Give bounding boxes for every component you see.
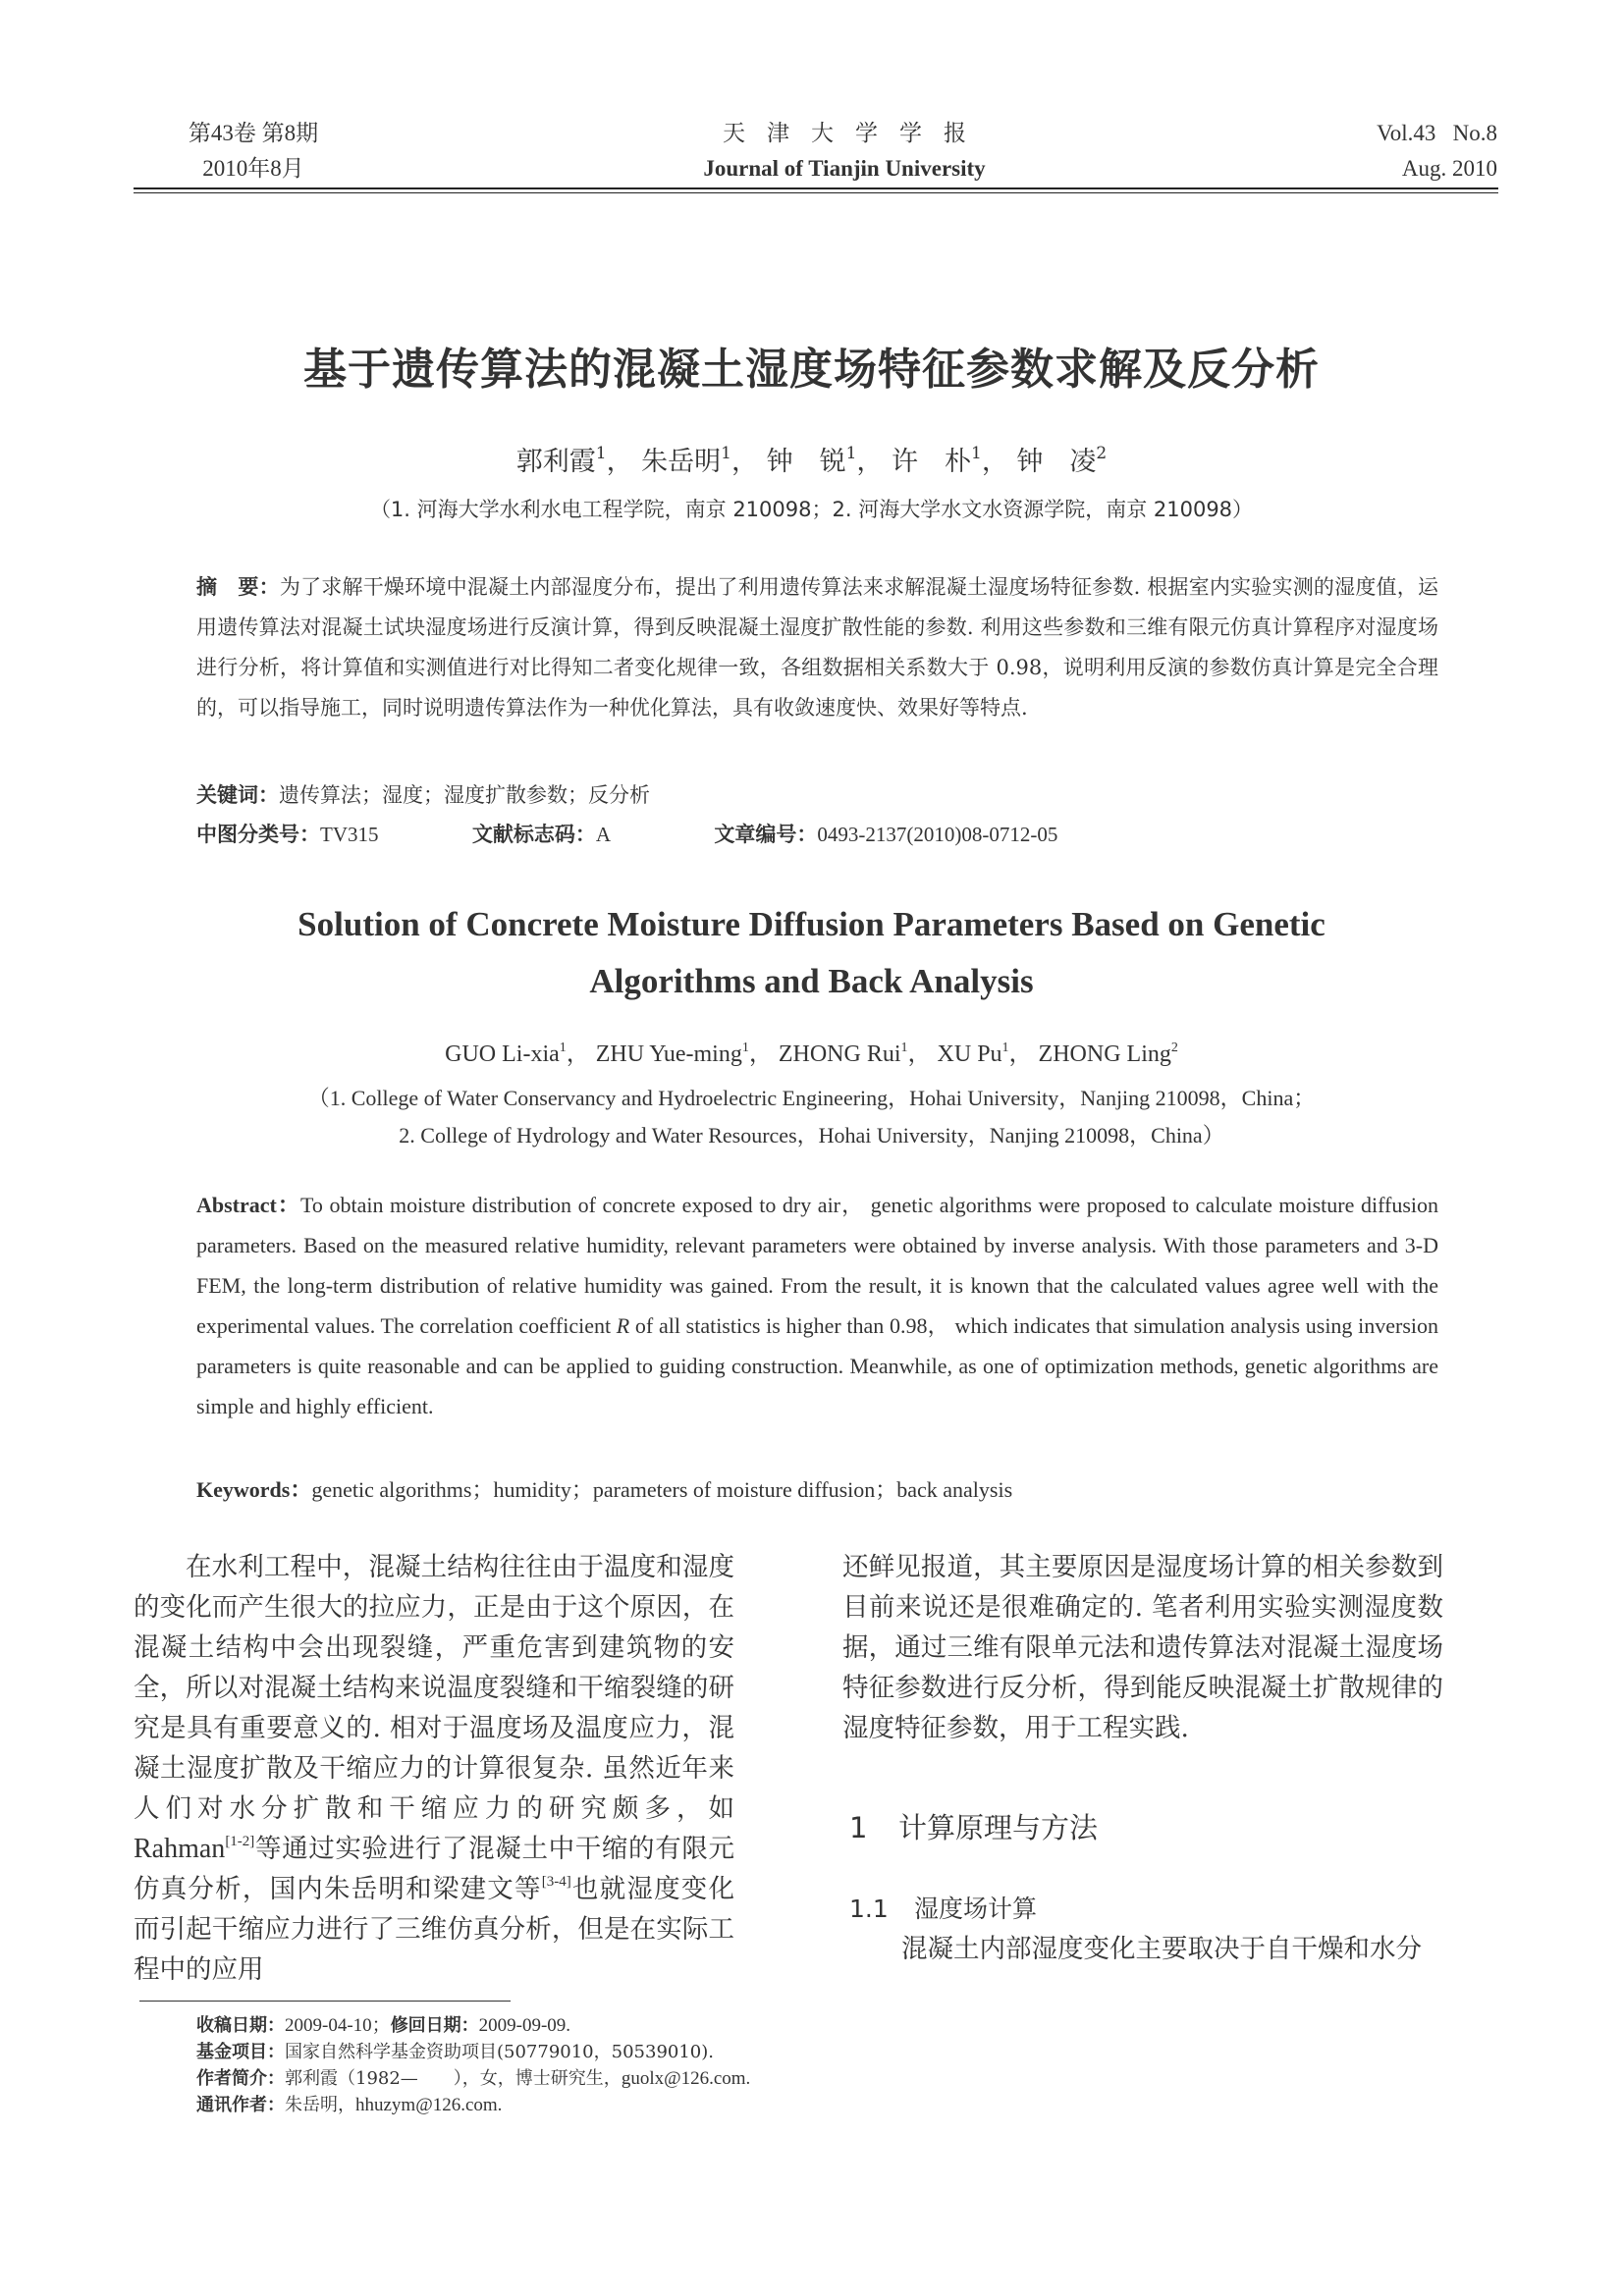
keywords-en	[196, 1473, 1012, 1504]
abstract-en	[196, 1185, 1438, 1426]
header-journal-cn: 天津大学学报	[723, 121, 988, 145]
keywords-en-text: genetic algorithms；humidity；parameters of moisture diffusion；back analysis	[311, 1477, 1013, 1502]
paper-title-cn: 基于遗传算法的混凝土湿度场特征参数求解及反分析	[303, 345, 1320, 395]
section-heading-1	[849, 1806, 1098, 1846]
author-separator: ，	[981, 447, 1008, 477]
abstract-en-text-2: of all statistics is higher than 0.98， which indicates that simulation analysis using inversion parameters is quite reasonable and can be applied to guiding construction. Meanwhile, as one of optimization methods, genetic algorithms are simple and highly efficient.	[196, 1313, 1439, 1418]
revised-date: 2009-09-09.	[478, 2015, 571, 2036]
keywords-cn-text: 遗传算法；湿度；湿度扩散参数；反分析	[279, 783, 650, 807]
footnote-bio	[196, 2065, 750, 2092]
author-name: ZHU Yue-ming	[595, 1041, 742, 1067]
author-name: 钟 凌	[1016, 447, 1097, 477]
author-list-en	[0, 1034, 1623, 1068]
revised-label: 修回日期：	[390, 2015, 479, 2036]
abstract-cn-label: 摘 要：	[196, 575, 280, 599]
clc-value: TV315	[320, 823, 379, 846]
affiliations-en	[0, 1080, 1623, 1154]
footnote-fund	[196, 2039, 750, 2065]
abstract-cn	[196, 567, 1438, 728]
keywords-cn-label: 关键词：	[196, 783, 279, 807]
author-affil-mark: 1	[1001, 1041, 1009, 1055]
abstract-en-text-1: To obtain moisture distribution of concrete exposed to dry air， genetic algorithms were proposed to calculate moisture diffusion parameters. Based on the measured relative humidity, relevant parameters were obtained by inverse analysis. With those parameters and 3-D FEM, the long-term distribution of relative humidity was gained. From the result, it is known that the calculated values agree well with the experimental values. The correlation coefficient	[196, 1193, 1438, 1338]
section-title: 计算原理与方法	[898, 1811, 1099, 1844]
author-separator: ，	[748, 1041, 773, 1067]
author-name: 朱岳明	[641, 447, 722, 477]
article-no-value: 0493-2137(2010)08-0712-05	[817, 823, 1058, 846]
footnote-dates	[196, 2012, 750, 2039]
abstract-en-italic: R	[616, 1313, 630, 1338]
author-name: 许 朴	[892, 447, 971, 477]
header-journal-en: Journal of Tianjin University	[703, 156, 986, 181]
abstract-en-label: Abstract：	[196, 1193, 301, 1217]
keywords-en-label: Keywords：	[196, 1477, 312, 1502]
header-date-cn: 2010年8月	[202, 156, 304, 181]
author-affil-mark: 1	[559, 1041, 567, 1055]
author-list-cn	[0, 440, 1623, 478]
author-name: 钟 锐	[766, 447, 846, 477]
body-paragraph: 还鲜见报道，其主要原因是湿度场计算的相关参数到目前来说还是很难确定的. 笔者利用实验实测湿度数据，通过三维有限单元法和遗传算法对混凝土湿度场特征参数进行反分析，得到能反映混凝土扩散规律的湿度特征参数，用于工程实践.	[842, 1552, 1443, 1743]
footnote-rule	[139, 2001, 511, 2002]
fund-text: 国家自然科学基金资助项目(50779010，50539010).	[285, 2042, 714, 2062]
header-date-en: Aug. 2010	[1401, 156, 1497, 181]
paper-title-en	[0, 896, 1623, 1010]
affiliations-cn: （1. 河海大学水利水电工程学院，南京 210098；2. 河海大学水文水资源学院，南京 210098）	[369, 498, 1254, 521]
author-affil-mark: 1	[900, 1041, 908, 1055]
body-text: 等通过实验进行了混凝土中干缩的有限元仿真分析，国内朱岳明和梁建文等	[134, 1834, 734, 1904]
keywords-cn	[196, 779, 650, 809]
author-name: 郭利霞	[515, 447, 596, 477]
body-text-latin: Rahman	[134, 1834, 226, 1864]
affiliation-en-line2: 2. College of Hydrology and Water Resources，Hohai University，Nanjing 210098，China）	[399, 1123, 1224, 1148]
header-rule-thick	[134, 187, 1498, 189]
header-volume-en-block	[1316, 116, 1497, 187]
corresponding-email-link[interactable]: hhuzym@126.com.	[355, 2095, 503, 2115]
body-text: 也就湿度变化而引起干缩应力进行了三维仿真分析，但是在实际工程中的应用	[134, 1874, 735, 1985]
footnote-corresponding	[196, 2092, 750, 2118]
bio-label: 作者简介：	[196, 2068, 285, 2089]
body-paragraph	[134, 1547, 734, 1990]
header-volume-issue	[155, 116, 352, 187]
author-name: ZHONG Ling	[1038, 1041, 1171, 1067]
section-heading-1-1	[849, 1890, 1037, 1925]
author-name: GUO Li-xia	[445, 1041, 560, 1067]
received-date: 2009-04-10；	[285, 2015, 391, 2036]
corresponding-label: 通讯作者：	[196, 2095, 285, 2115]
header-volume-cn: 第43卷 第8期	[188, 121, 319, 145]
author-affil-mark: 1	[845, 444, 857, 463]
author-separator: ，	[730, 447, 758, 477]
affiliation-en-line1: （1. College of Water Conservancy and Hydroelectric Engineering，Hohai University，Nanjing 210098，China；	[307, 1086, 1316, 1110]
author-affil-mark: 1	[741, 1041, 749, 1055]
author-affil-mark: 1	[595, 444, 607, 463]
author-affil-mark: 1	[721, 444, 731, 463]
received-label: 收稿日期：	[196, 2015, 285, 2036]
citation-ref[interactable]: [1-2]	[225, 1834, 255, 1849]
abstract-cn-text: 为了求解干燥环境中混凝土内部湿度分布，提出了利用遗传算法来求解混凝土湿度场特征参数. 根据室内实验实测的湿度值，运用遗传算法对混凝土试块湿度场进行反演计算，得到反映混凝土湿度扩散性能的参数. 利用这些参数和三维有限元仿真计算程序对湿度场进行分析，将计算值和实测值进行对比得知二者变化规律一致，各组数据相关系数大于 0.98，说明利用反演的参数仿真计算是完全合理的，可以指导施工，同时说明遗传算法作为一种优化算法，具有收敛速度快、效果好等特点.	[196, 575, 1438, 720]
paper-title-en-line1: Solution of Concrete Moisture Diffusion Parameters Based on Genetic	[298, 905, 1325, 943]
author-affil-mark: 1	[971, 444, 982, 463]
author-name: XU Pu	[937, 1041, 1002, 1067]
author-separator: ，	[856, 447, 884, 477]
body-column-left	[134, 1547, 734, 1990]
citation-ref[interactable]: [3-4]	[541, 1874, 571, 1890]
classification-line	[196, 819, 1057, 848]
bio-email-link[interactable]: guolx@126.com.	[621, 2068, 751, 2089]
body-text: 在水利工程中，混凝土结构往往由于温度和湿度的变化而产生很大的拉应力，正是由于这个原因，在混凝土结构中会出现裂缝，严重危害到建筑物的安全，所以对混凝土结构来说温度裂缝和干缩裂缝的研究是具有重要意义的. 相对于温度场及温度应力，混凝土湿度扩散及干缩应力的计算很复杂. 虽然近年来人们对水分扩散和干缩应力的研究颇多，如	[134, 1552, 734, 1824]
author-separator: ，	[606, 447, 633, 477]
body-column-right	[842, 1547, 1443, 1748]
article-no-label: 文章编号：	[714, 823, 818, 846]
section-title: 湿度场计算	[914, 1895, 1038, 1923]
section-number: 1	[849, 1811, 868, 1844]
doc-code-label: 文献标志码：	[471, 823, 596, 846]
section-number: 1.1	[849, 1895, 889, 1923]
doc-code-value: A	[595, 823, 612, 846]
paper-title-en-line2: Algorithms and Back Analysis	[589, 962, 1034, 1000]
fund-label: 基金项目：	[196, 2042, 285, 2062]
header-journal	[638, 116, 1051, 187]
header-volume-en: Vol.43 No.8	[1377, 121, 1497, 145]
bio-text: 郭利霞（1982— ），女，博士研究生，	[285, 2068, 622, 2089]
author-separator: ，	[1008, 1041, 1033, 1067]
header-rule-thin	[134, 192, 1498, 193]
author-separator: ，	[566, 1041, 590, 1067]
body-paragraph: 混凝土内部湿度变化主要取决于自干燥和水分	[901, 1934, 1422, 1964]
author-separator: ，	[907, 1041, 932, 1067]
author-affil-mark: 2	[1096, 444, 1108, 463]
author-name: ZHONG Rui	[778, 1041, 901, 1067]
clc-label: 中图分类号：	[196, 823, 320, 846]
corresponding-name: 朱岳明，	[285, 2095, 355, 2115]
footnotes	[196, 2012, 750, 2118]
author-affil-mark: 2	[1170, 1041, 1178, 1055]
